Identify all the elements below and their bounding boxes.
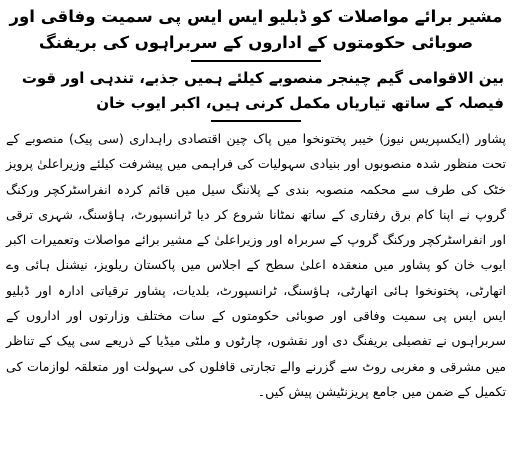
article-subheadline: بین الاقوامی گیم چینجر منصوبے کیلئے ہمیں جذبے، تندہی اور قوت فیصلہ کے ساتھ تیاریاں مکمل کرنی ہیں، اکبر ایوب خان xyxy=(21,69,504,112)
headline-divider xyxy=(191,60,321,62)
article-body: پشاور (ایکسپریس نیوز) خیبر پختونخوا میں پاک چین اقتصادی راہداری (سی پیک) منصوبے کے تحت منظور شدہ منصوبوں اور بنیادی سہولیات کی فراہمی میں پیشرفت کیلئے وزیراعلیٰ پرویز خٹک کی طرف سے محکمہ منصوبہ بندی کے پلاننگ سیل میں قائم کردہ انفراسٹرکچر ورکنگ گروپ نے اپنا کام برق رفتاری کے ساتھ نمٹانا شروع کر دیا ٹرانسپورٹ، ہاؤسنگ، شہری ترقی اور انفراسٹرکچر ورکنگ گروپ کے سربراہ اور وزیراعلیٰ کے مشیر برائے مواصلات وتعمیرات اکبر ایوب خان کو پشاور میں منعقدہ اعلیٰ سطح کے اجلاس میں پاکستان ریلویز، نیشنل ہائی وے اتھارٹی، پختونخوا ہائی اتھارٹی، ہاؤسنگ، ٹرانسپورٹ، بلدیات، پشاور ترقیاتی ادارہ اور ڈبلیو ایس ایس پی سمیت وفاقی اور صوبائی حکومتوں کے سات مختلف وزارتوں اور اداروں کے سربراہوں نے تفصیلی بریفنگ دی اور نقشوں، چارٹوں و ملٹی میڈیا کے ذریعے سی پیک کے تناظر میں مشرقی و مغربی روٹ سے گزرنے والے تجارتی قافلوں کی سہولت اور متعلقہ لوازمات کی تکمیل کے ضمن میں جامع پریزنٹیشن پیش کیں۔ xyxy=(6,131,506,399)
article-headline: مشیر برائے مواصلات کو ڈبلیو ایس ایس پی سمیت وفاقی اور صوبائی حکومتوں کے اداروں کے سربراہوں کی بریفنگ xyxy=(9,7,503,52)
subheadline-divider xyxy=(211,120,301,122)
